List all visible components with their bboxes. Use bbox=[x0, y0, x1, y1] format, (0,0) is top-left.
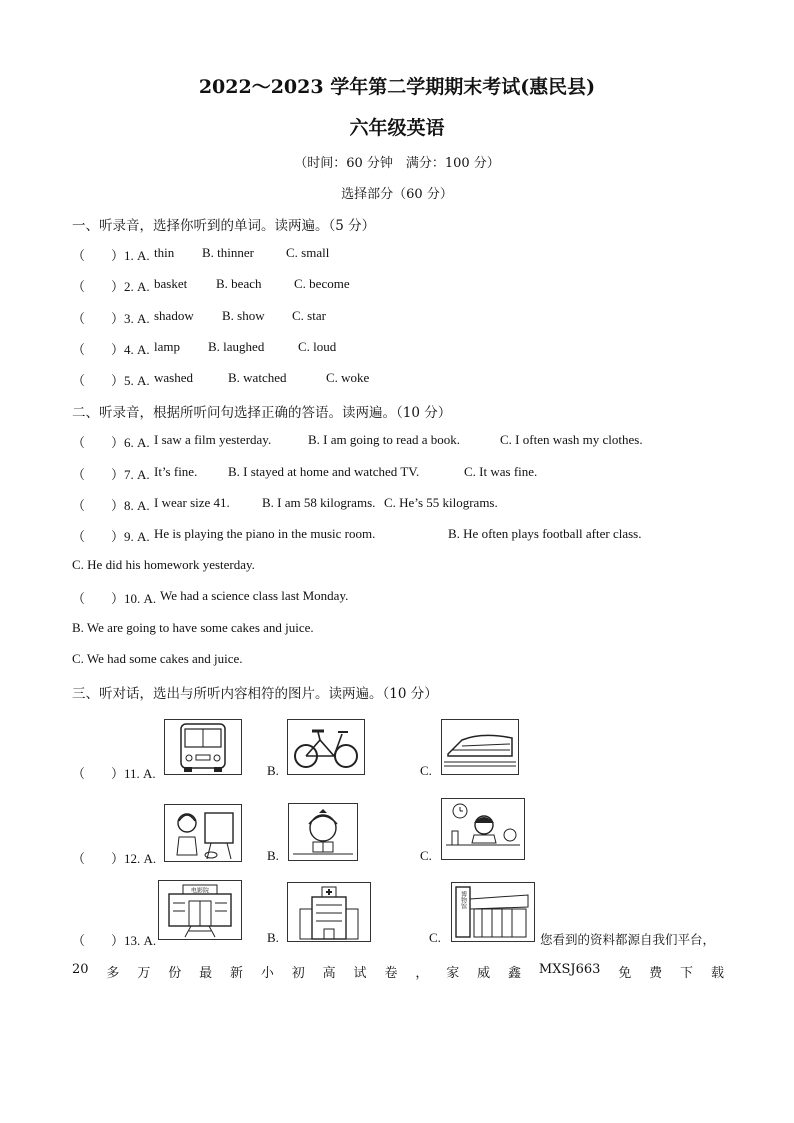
promo-word: 小 bbox=[260, 966, 274, 981]
option-b: B. I am going to read a book. bbox=[308, 432, 460, 447]
exam-subtitle: 六年级英语 bbox=[349, 117, 445, 139]
option-c: C. small bbox=[286, 245, 330, 260]
promo-word: 20 bbox=[72, 962, 89, 977]
question-number: （ ）8. A. bbox=[72, 498, 150, 513]
option-b: B. I am 58 kilograms. bbox=[262, 495, 376, 510]
girl-studying-picture bbox=[441, 798, 525, 860]
option-a: washed bbox=[154, 370, 193, 385]
reading-icon bbox=[289, 804, 357, 860]
part-label: 选择部分（60 分） bbox=[341, 187, 453, 202]
promo-word: 万 bbox=[137, 966, 151, 981]
option-label: C. bbox=[429, 930, 441, 945]
option-label: C. bbox=[420, 848, 432, 863]
girl-painting-picture bbox=[164, 804, 242, 862]
time-info: （时间：60 分钟 满分：100 分） bbox=[294, 156, 500, 171]
option-b: B. beach bbox=[216, 276, 262, 291]
option-c: C. star bbox=[292, 308, 326, 323]
cinema-icon bbox=[159, 881, 241, 939]
option-a: I wear size 41. bbox=[154, 495, 230, 510]
question-number: （ ）4. A. bbox=[72, 342, 150, 357]
museum-icon bbox=[452, 883, 534, 941]
girl-reading-picture bbox=[288, 803, 358, 861]
question-number: （ ）10. A. bbox=[72, 591, 157, 606]
train-picture bbox=[441, 719, 519, 775]
option-b: B. He often plays football after class. bbox=[448, 526, 642, 541]
cinema-picture bbox=[158, 880, 242, 940]
option-a: shadow bbox=[154, 308, 194, 323]
promo-word: 卷 bbox=[384, 966, 398, 981]
exam-title: 2022～2023 学年第二学期期末考试(惠民县) bbox=[198, 76, 596, 98]
option-c: C. I often wash my clothes. bbox=[500, 432, 643, 447]
option-c-line: C. He did his homework yesterday. bbox=[72, 557, 255, 572]
question-number: （ ）13. A. bbox=[72, 933, 157, 948]
painting-icon bbox=[165, 805, 241, 861]
question-number: （ ）11. A. bbox=[72, 766, 156, 781]
promo-line bbox=[72, 962, 724, 981]
option-b: B. thinner bbox=[202, 245, 254, 260]
option-a: basket bbox=[154, 276, 188, 291]
section3-heading: 三、听对话，选出与所听内容相符的图片。读两遍。（10 分） bbox=[72, 686, 438, 702]
option-a: He is playing the piano in the music room. bbox=[154, 526, 376, 541]
option-a: I saw a film yesterday. bbox=[154, 432, 272, 447]
option-c: C. It was fine. bbox=[464, 464, 538, 479]
bus-icon bbox=[165, 720, 241, 774]
option-a: We had a science class last Monday. bbox=[160, 588, 349, 603]
option-label: C. bbox=[420, 763, 432, 778]
option-b: B. watched bbox=[228, 370, 287, 385]
promo-word: 高 bbox=[322, 966, 336, 981]
option-a: thin bbox=[154, 245, 175, 260]
promo-word: 初 bbox=[291, 966, 305, 981]
cinema-sign: 电影院 bbox=[190, 887, 210, 895]
promo-word: ， bbox=[415, 966, 429, 981]
option-c: C. become bbox=[294, 276, 350, 291]
hospital-picture bbox=[287, 882, 371, 942]
promo-word: 费 bbox=[649, 966, 663, 981]
option-b: B. show bbox=[222, 308, 265, 323]
promo-word: MXSJ663 bbox=[538, 962, 601, 977]
option-c-line: C. We had some cakes and juice. bbox=[72, 651, 243, 666]
promo-word: 载 bbox=[710, 966, 724, 981]
option-label: B. bbox=[267, 763, 279, 778]
promo-word: 下 bbox=[680, 966, 694, 981]
promo-word: 鑫 bbox=[508, 966, 522, 981]
promo-text: 您看到的资料都源自我们平台， bbox=[540, 932, 716, 947]
hospital-icon bbox=[288, 883, 370, 941]
promo-word: 免 bbox=[618, 966, 632, 981]
question-number: （ ）9. A. bbox=[72, 529, 150, 544]
studying-icon bbox=[442, 799, 524, 859]
question-number: （ ）7. A. bbox=[72, 467, 150, 482]
promo-word: 最 bbox=[199, 966, 213, 981]
option-a: lamp bbox=[154, 339, 180, 354]
option-c: C. woke bbox=[326, 370, 370, 385]
question-number: （ ）1. A. bbox=[72, 248, 150, 263]
promo-word: 家 bbox=[446, 966, 460, 981]
option-b-line: B. We are going to have some cakes and juice. bbox=[72, 620, 314, 635]
question-number: （ ）2. A. bbox=[72, 279, 150, 294]
option-label: B. bbox=[267, 848, 279, 863]
bicycle-picture bbox=[287, 719, 365, 775]
option-b: B. I stayed at home and watched TV. bbox=[228, 464, 420, 479]
promo-word: 多 bbox=[106, 966, 120, 981]
option-b: B. laughed bbox=[208, 339, 265, 354]
promo-word: 试 bbox=[353, 966, 367, 981]
train-icon bbox=[442, 720, 518, 774]
bus-picture bbox=[164, 719, 242, 775]
museum-sign: 博物馆 bbox=[459, 891, 467, 909]
promo-word: 新 bbox=[229, 966, 243, 981]
question-number: （ ）5. A. bbox=[72, 373, 150, 388]
option-label: B. bbox=[267, 930, 279, 945]
question-number: （ ）6. A. bbox=[72, 435, 150, 450]
section2-heading: 二、听录音，根据所听问句选择正确的答语。读两遍。（10 分） bbox=[72, 405, 452, 421]
option-a: It’s fine. bbox=[154, 464, 198, 479]
option-c: C. He’s 55 kilograms. bbox=[384, 495, 498, 510]
question-number: （ ）3. A. bbox=[72, 311, 150, 326]
option-c: C. loud bbox=[298, 339, 337, 354]
promo-word: 份 bbox=[168, 966, 182, 981]
section1-heading: 一、听录音，选择你听到的单词。读两遍。（5 分） bbox=[72, 218, 376, 234]
question-number: （ ）12. A. bbox=[72, 851, 157, 866]
bicycle-icon bbox=[288, 720, 364, 774]
promo-word: 威 bbox=[477, 966, 491, 981]
museum-picture bbox=[451, 882, 535, 942]
